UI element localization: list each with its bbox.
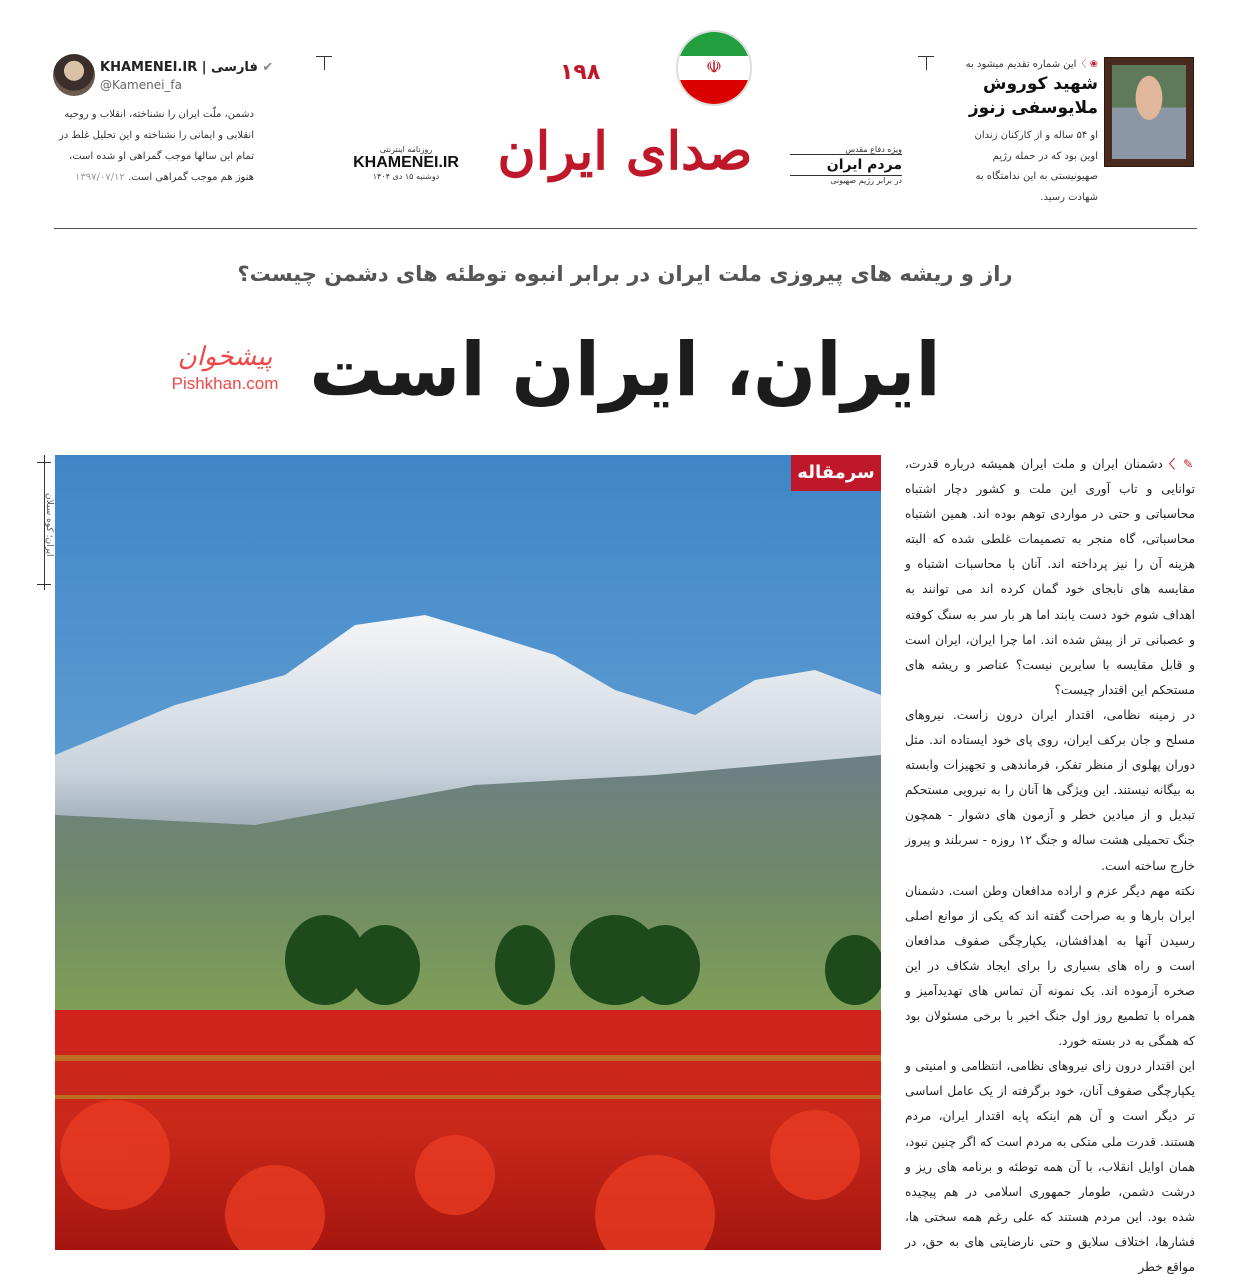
- article-paragraph: نکته مهم دیگر عزم و اراده مدافعان وطن است. دشمنان ایران بارها و به صراحت گفته اند که یکی از موانع اصلی رسیدن آنها به اهدافشان، یکپارچگی صفوف مدافعان است و راه های بسیاری را برای ایجاد شکاف در این صخره آزموده اند. یک نمونه آن تماس های تهدیدآمیز و همراه با تطمیع روز اول جنگ اخیر با برخی مسئولان بود که همگی به در بسته خورد.: [905, 883, 1195, 1049]
- headline: ایران، ایران است: [309, 327, 941, 413]
- masthead-special: ویژه دفاع مقدس مردم ایران در برابر رژیم صهیونی: [790, 145, 902, 185]
- tweet-account: KHAMENEI.IR | فارسی ✔: [100, 60, 274, 75]
- avatar: [53, 54, 95, 96]
- issue-date: دوشنبه ۱۵ دی ۱۴۰۴: [372, 172, 440, 181]
- masthead-publisher: روزنامه اینترنتی KHAMENEI.IR دوشنبه ۱۵ دی ۱۴۰۴: [350, 145, 462, 181]
- martyr-portrait: [1104, 57, 1194, 167]
- memorial-body: او ۵۴ ساله و از کارکنان زندان اوین بود که در حمله رژیم صهیونیستی به این ندامتگاه به شهادت رسید.: [974, 130, 1098, 203]
- crop-mark: [37, 584, 51, 585]
- pen-icon: ✎ 〉: [1162, 457, 1194, 471]
- memorial-name: شهید کوروش ملایوسفی زنوز: [968, 74, 1098, 118]
- article-paragraph: این اقتدار درون زای نیروهای نظامی، انتظامی و امنیتی و یکپارچگی صفوف آنان، خود برگرفته از یک عامل اساسی تر دیگر است و آن هم اینکه پایه اقتدار ایران، مردم هستند. قدرت ملی متکی به مردم است که اگر چنین نبود، همان اوایل انقلاب، با آن همه توطئه و برنامه های ریز و درشت دشمن، طومار جمهوری اسلامی در هم پیچیده شده بود. این مردم هستند که علی رغم همه سختی ها، فشارها، اختلاف سلایق و حتی نارضایتی های به حق، در مواقع خطر: [905, 1059, 1195, 1274]
- crop-mark: [37, 462, 51, 463]
- article-paragraph: در زمینه نظامی، اقتدار ایران درون زاست. نیروهای مسلح و جان برکف ایران، روی پای خود ایستاده اند. مثل دوران پهلوی از منظر تفکر، فرماندهی و تجهیزات وابسته به بیگانه نیستند. این ویژگی ها آنان را به نیرویی مستحکم تبدیل و از میادین خطر و آزمون های دشوار - همچون جنگ تحمیلی هشت ساله و جنگ ۱۲ روزه - سربلند و پیروز خارج ساخته است.: [905, 707, 1196, 873]
- crop-mark: [926, 56, 927, 70]
- tulip-icon: ❀ 〉: [1076, 59, 1098, 70]
- issue-number: ۱۹۸: [560, 60, 601, 85]
- tweet-handle: @Kamenei_fa: [100, 78, 182, 92]
- section-tag: سرمقاله: [791, 455, 881, 491]
- editorial-article: [905, 452, 1195, 1280]
- newspaper-logo: صدای ایران: [497, 121, 753, 182]
- memorial-intro: ❀ 〉این شماره تقدیم میشود به: [965, 59, 1098, 70]
- photo-credit: ایران؛ کوه سبلان: [44, 493, 54, 557]
- kicker: راز و ریشه های پیروزی ملت ایران در برابر انبوه توطئه های دشمن چیست؟: [237, 262, 1013, 286]
- crop-mark: [324, 56, 325, 70]
- verified-icon: ✔: [262, 60, 274, 75]
- tweet-text: دشمن، ملّت ایران را نشناخته، انقلاب و روحیه انقلابی و ایمانی را نشناخته و این تحلیل غلط در تمام این سالها موجب گمراهی او شده است، هنوز هم موجب گمراهی است. ۱۳۹۷/۰۷/۱۲: [58, 109, 254, 183]
- article-paragraph: ✎ 〉دشمنان ایران و ملت ایران همیشه درباره قدرت، توانایی و تاب آوری این ملت و کشور دچار اشتباه محاسباتی و حتی در مواردی توهم بوده اند. همین اشتباه محاسباتی، گاه منجر به تصمیمات غلطی شده که البته هزینه آن را نیز پرداخته اند. آنان با محاسبات اشتباه و مقایسه های نابجای خود گمان کرده اند می توانند به اهداف شوم خود دست یابند اما هر بار سر به سنگ کوفته و عصبانی تر از پیش شده اند. اما چرا ایران، ایران است و قابل مقایسه با سایرین نیست؟ عناصر و ریشه های مستحکم این اقتدار چیست؟: [905, 457, 1195, 697]
- iran-flag-emblem-icon: ☫: [676, 30, 752, 106]
- watermark: پیشخوان Pishkhan.com: [171, 342, 279, 393]
- masthead-divider: [54, 228, 1197, 229]
- mountain-photo: [55, 455, 881, 1250]
- site-brand: KHAMENEI.IR: [353, 154, 459, 171]
- tweet-date: ۱۳۹۷/۰۷/۱۲: [75, 172, 125, 183]
